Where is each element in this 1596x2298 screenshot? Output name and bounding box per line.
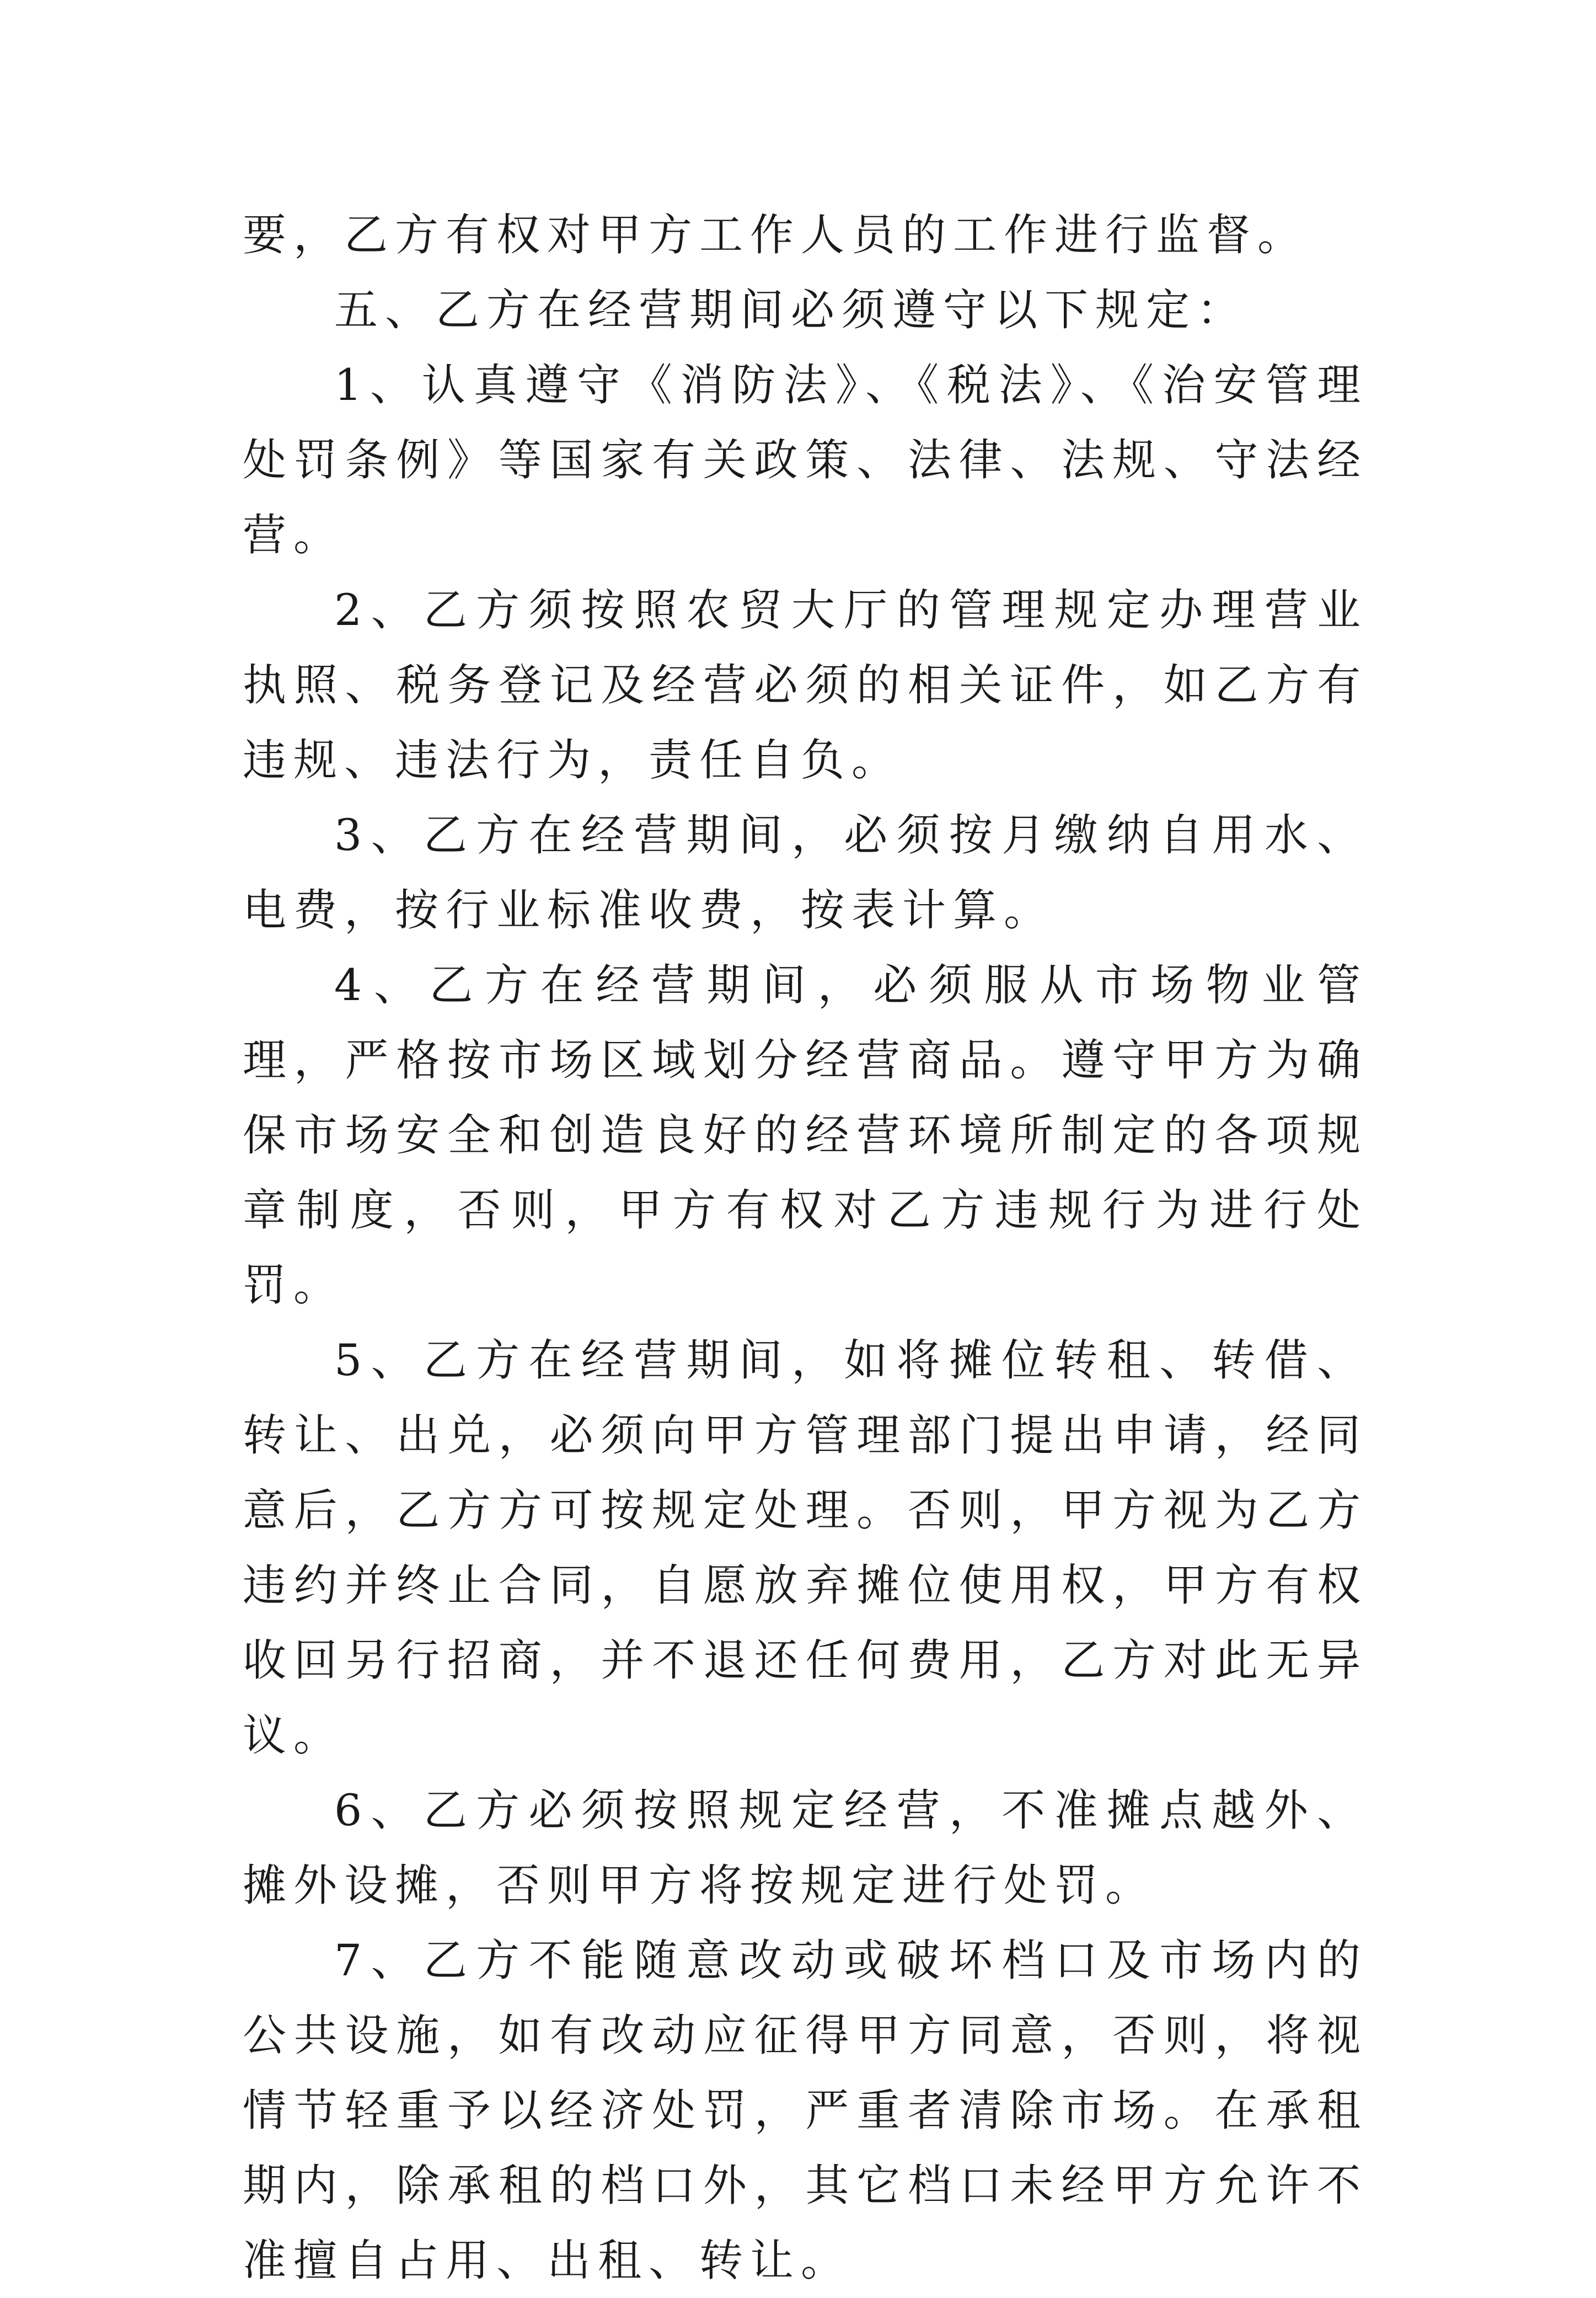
paragraph-section-five: 五、乙方在经营期间必须遵守以下规定： <box>334 285 1247 335</box>
paragraph-rule-6: 6、乙方必须按照规定经营，不准摊点越外、摊外设摊，否则甲方将按规定进行处罚。 <box>243 1785 1368 1911</box>
paragraph-rule-2: 2、乙方须按照农贸大厅的管理规定办理营业执照、税务登记及经营必须的相关证件，如乙方有违规、违法行为，责任自负。 <box>243 585 1368 785</box>
paragraph-rule-1: 1、认真遵守《消防法》、《税法》、《治安管理处罚条例》等国家有关政策、法律、法规、守法经营。 <box>243 360 1368 560</box>
paragraph-rule-4: 4、乙方在经营期间，必须服从市场物业管理，严格按市场区域划分经营商品。遵守甲方为确保市场安全和创造良好的经营环境所制定的各项规章制度，否则，甲方有权对乙方违规行为进行处罚。 <box>243 960 1368 1311</box>
paragraph-rule-7: 7、乙方不能随意改动或破坏档口及市场内的公共设施，如有改动应征得甲方同意，否则，将视情节轻重予以经济处罚，严重者清除市场。在承租期内，除承租的档口外，其它档口未经甲方允许不准擅自占用、出租、转让。 <box>243 1935 1368 2286</box>
paragraph-rule-5: 5、乙方在经营期间，如将摊位转租、转借、转让、出兑，必须向甲方管理部门提出申请，经同意后，乙方方可按规定处理。否则，甲方视为乙方违约并终止合同，自愿放弃摊位使用权，甲方有权收回另行招商，并不退还任何费用，乙方对此无异议。 <box>243 1335 1368 1761</box>
paragraph-continuation: 要，乙方有权对甲方工作人员的工作进行监督。 <box>243 210 1308 260</box>
paragraph-rule-3: 3、乙方在经营期间，必须按月缴纳自用水、电费，按行业标准收费，按表计算。 <box>243 810 1368 936</box>
contract-text <box>243 197 1368 2298</box>
